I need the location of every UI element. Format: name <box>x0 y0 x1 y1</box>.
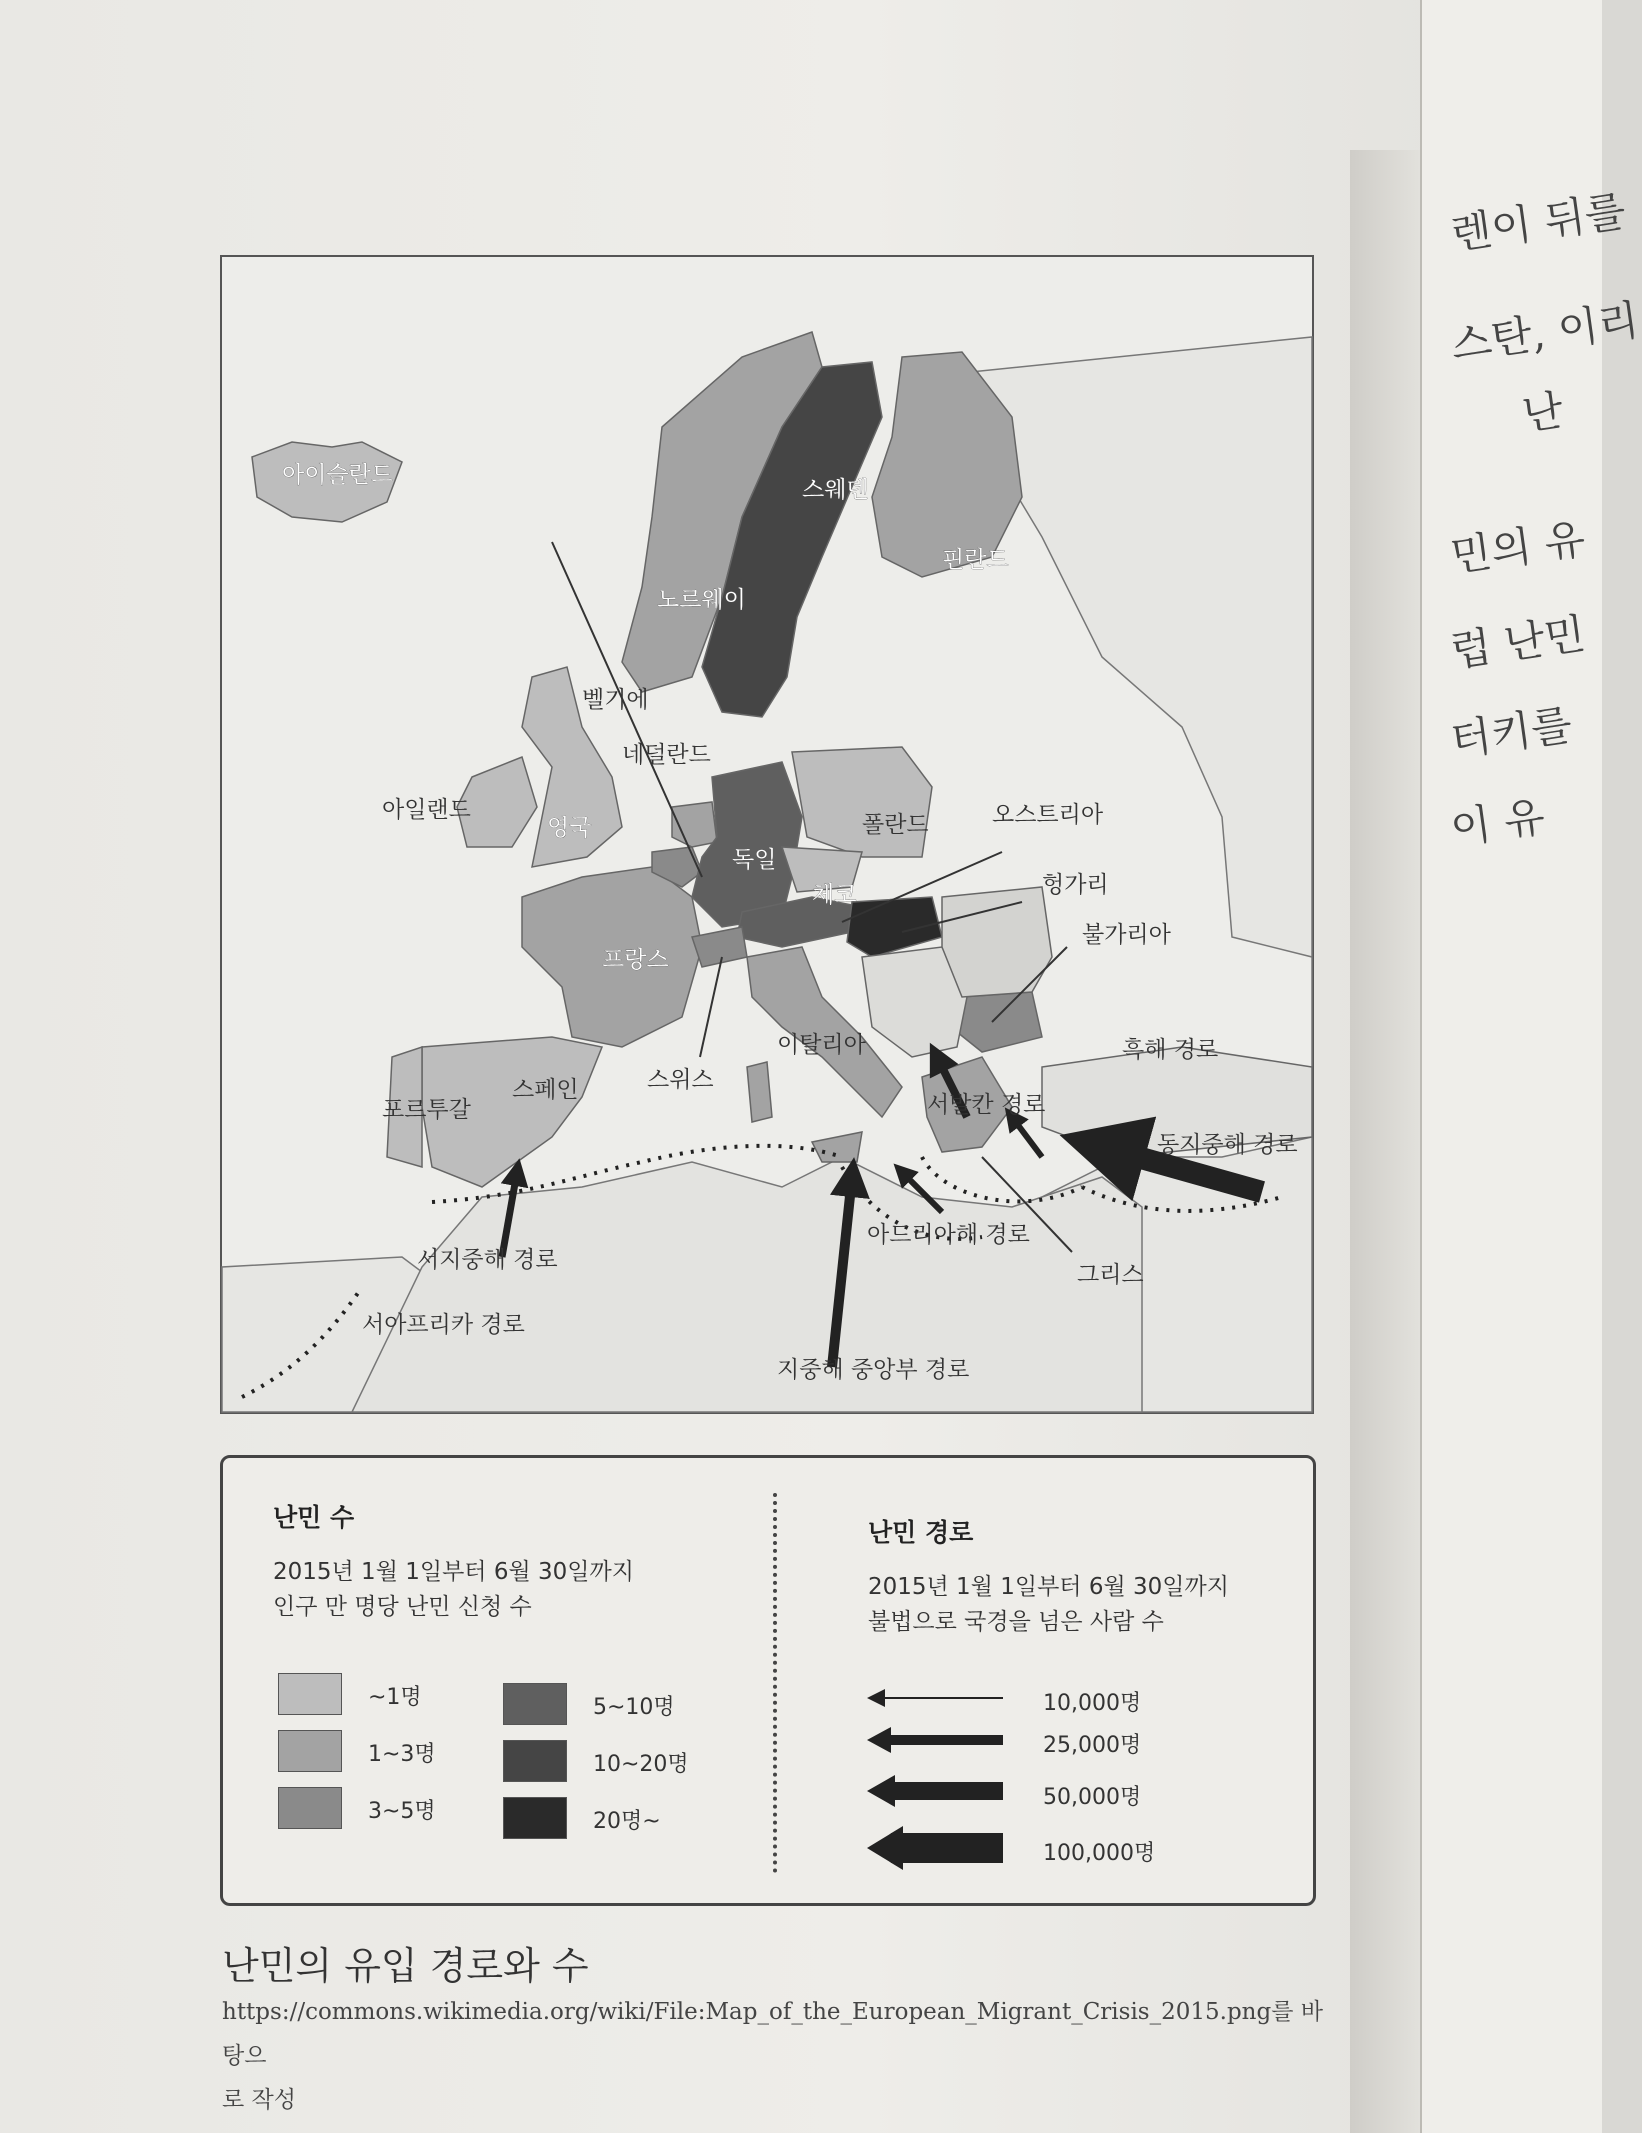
label-belgium: 벨기에 <box>582 687 649 713</box>
label-finland: 핀란드 <box>942 547 1009 573</box>
legend-swatch-label: 20명~ <box>593 1809 661 1834</box>
facing-text-line: 럽 난민 <box>1447 608 1589 677</box>
legend-arrowhead <box>867 1727 891 1753</box>
arrow-aegean <box>1012 1117 1042 1157</box>
legend-arrowhead <box>867 1689 885 1707</box>
legend-count-subtitle: 2015년 1월 1일부터 6월 30일까지 <box>273 1559 634 1585</box>
legend-swatch <box>278 1787 342 1829</box>
leader-line <box>700 957 722 1057</box>
figure-source-line: 로 작성 <box>222 2087 296 2113</box>
legend-routes-subtitle: 불법으로 국경을 넘은 사람 수 <box>868 1609 1164 1635</box>
label-route-central-med: 지중해 중앙부 경로 <box>777 1357 970 1383</box>
label-route-west-med: 서지중해 경로 <box>417 1247 558 1273</box>
legend-swatch-label: 3~5명 <box>368 1799 436 1824</box>
legend-routes-subtitle: 2015년 1월 1일부터 6월 30일까지 <box>868 1574 1229 1600</box>
country-switzerland <box>692 927 747 967</box>
africa-coast <box>352 1157 1142 1412</box>
figure-source <box>222 1990 1342 2122</box>
legend-arrow <box>885 1735 1003 1745</box>
legend-arrow <box>891 1833 1003 1863</box>
country-poland <box>792 747 932 857</box>
facing-text-line: 민의 유 <box>1447 513 1589 582</box>
label-norway: 노르웨이 <box>657 587 746 613</box>
facing-text-line: 난 <box>1519 385 1567 440</box>
label-italy: 이탈리아 <box>777 1032 866 1058</box>
label-poland: 폴란드 <box>862 812 929 838</box>
figure-caption: 난민의 유입 경로와 수 <box>222 1944 589 1988</box>
romania <box>942 887 1052 997</box>
label-netherlands: 네덜란드 <box>622 742 711 768</box>
legend-count-subtitle: 인구 만 명당 난민 신청 수 <box>273 1594 532 1620</box>
figure-source-line: https://commons.wikimedia.org/wiki/File:Map_of_the_European_Migrant_Crisis_2015.png를 바탕으 <box>222 1999 1323 2069</box>
facing-text-line: 터키를 <box>1447 699 1575 766</box>
legend-swatch-label: ~1명 <box>368 1685 422 1710</box>
legend-swatch <box>503 1797 567 1839</box>
country-bulgaria <box>957 992 1042 1052</box>
legend-arrow-label: 10,000명 <box>1043 1691 1142 1716</box>
legend-arrowhead <box>867 1775 895 1807</box>
legend-swatch <box>503 1683 567 1725</box>
label-ireland: 아일랜드 <box>382 797 471 823</box>
legend-arrow-label: 50,000명 <box>1043 1785 1142 1810</box>
legend-swatch <box>503 1740 567 1782</box>
legend-swatch <box>278 1673 342 1715</box>
map-canvas <box>222 257 1312 1412</box>
label-uk: 영국 <box>547 815 592 841</box>
europe-map <box>220 255 1314 1414</box>
legend-routes-title: 난민 경로 <box>868 1518 974 1547</box>
facing-text-line: 이 유 <box>1447 791 1548 854</box>
legend-swatch <box>278 1730 342 1772</box>
label-france: 프랑스 <box>602 947 669 973</box>
label-route-adriatic: 아드리아해 경로 <box>867 1222 1030 1248</box>
label-route-east-med: 동지중해 경로 <box>1157 1132 1298 1158</box>
label-bulgaria: 불가리아 <box>1082 922 1171 948</box>
label-spain: 스페인 <box>512 1077 579 1103</box>
label-greece: 그리스 <box>1077 1262 1144 1288</box>
legend-arrow-label: 25,000명 <box>1043 1733 1142 1758</box>
label-iceland: 아이슬란드 <box>282 462 394 488</box>
page-edge <box>1350 150 1420 2133</box>
label-portugal: 포르투갈 <box>382 1097 471 1123</box>
legend-arrowhead <box>867 1826 903 1870</box>
island-sardinia <box>747 1062 772 1122</box>
legend-arrow <box>887 1782 1003 1800</box>
country-hungary <box>847 897 942 957</box>
legend-count-title: 난민 수 <box>273 1503 355 1532</box>
label-switzerland: 스위스 <box>647 1067 714 1093</box>
facing-text-line: 렌이 뒤를 <box>1447 185 1629 259</box>
label-route-west-africa: 서아프리카 경로 <box>362 1312 525 1338</box>
label-hungary: 헝가리 <box>1042 872 1109 898</box>
label-germany: 독일 <box>732 847 777 873</box>
label-route-black-sea: 흑해 경로 <box>1122 1037 1219 1063</box>
legend-swatch-label: 10~20명 <box>593 1752 689 1777</box>
legend-arrow-label: 100,000명 <box>1043 1841 1156 1866</box>
facing-text-line: 스탄, 이리 <box>1447 295 1642 370</box>
label-czech: 체코 <box>812 882 857 908</box>
legend-divider <box>773 1493 777 1873</box>
label-sweden: 스웨덴 <box>802 477 869 503</box>
island-sicily <box>812 1132 862 1162</box>
legend-swatch-label: 1~3명 <box>368 1742 436 1767</box>
label-route-west-balkan: 서발칸 경로 <box>927 1092 1046 1118</box>
legend-swatch-label: 5~10명 <box>593 1695 675 1720</box>
label-austria: 오스트리아 <box>992 802 1104 828</box>
facing-page <box>1420 0 1642 2133</box>
map-legend <box>220 1455 1316 1906</box>
